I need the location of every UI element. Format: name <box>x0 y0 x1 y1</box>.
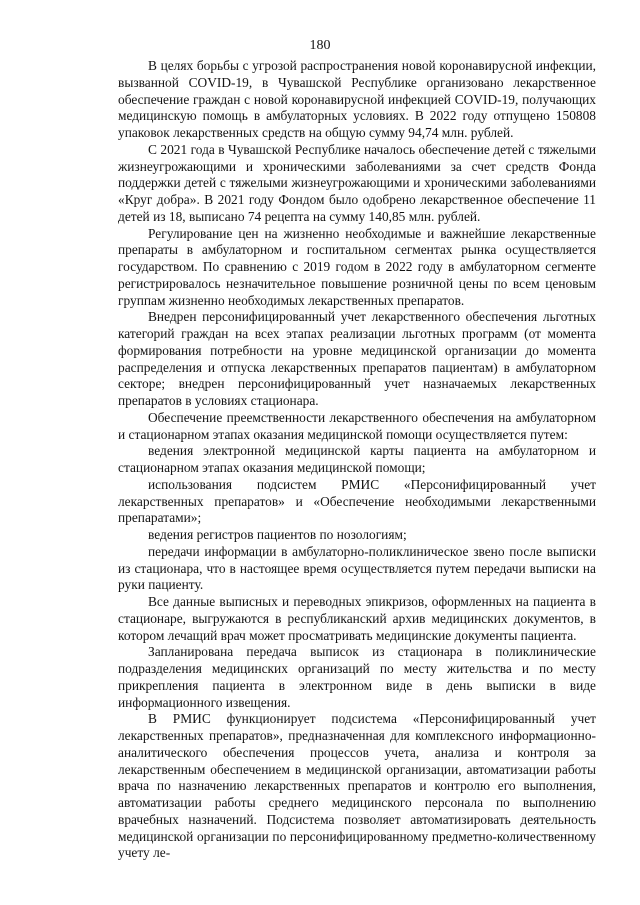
paragraph-archive: Все данные выписных и переводных эпикризов, оформленных на пациента в стационаре, выгружаются в республиканский архив медицинских документов, в котором лечащий врач может просматривать медицинские документы пациента. <box>118 594 596 643</box>
paragraph-rmis-subsystem: В РМИС функционирует подсистема «Персонифицированный учет лекарственных препаратов», предназначенная для комплексного информационно-аналитического обеспечения процессов учета, анализа и контроля за лекарственным обеспечением в медицинской организации, автоматизации работы врача по назначению лекарственных препаратов и контролю его выполнения, автоматизации работы среднего медицинского персонала по выполнению врачебных назначений. Подсистема позволяет автоматизировать деятельность медицинской организации по персонифицированному предметно-количественному учету ле- <box>118 711 596 861</box>
list-item-registers: ведения регистров пациентов по нозологиям; <box>148 527 407 542</box>
list-item-discharge-transfer: передачи информации в амбулаторно-поликлиническое звено после выписки из стационара, что в настоящее время осуществляется путем передачи выписки на руки пациенту. <box>118 543 596 593</box>
paragraph-children-fund: С 2021 года в Чувашской Республике началось обеспечение детей с тяжелыми жизнеугрожающими и хроническими заболеваниями за счет средств Фонда поддержки детей с тяжелыми жизнеугрожающими и хроническими заболеваниями «Круг добра». В 2021 году Фондом было одобрено лекарственное обеспечение 11 детей из 18, выписано 74 рецепта на сумму 140,85 млн. рублей. <box>118 141 596 224</box>
paragraph-price-regulation: Регулирование цен на жизненно необходимые и важнейшие лекарственные препараты в амбулаторном и госпитальном сегментах рынка осуществляется государством. По сравнению с 2019 годом в 2022 году в амбулаторном сегменте регистрировалось незначительное повышение розничной цены по всем ценовым группам жизненно необходимых лекарственных препаратов. <box>118 225 596 308</box>
paragraph-covid-supply: В целях борьбы с угрозой распространения новой коронавирусной инфекции, вызванной COVID-19, в Чувашской Республике организовано лекарственное обеспечение граждан с новой коронавирусной инфекцией COVID-19, получающих медицинскую помощь в амбулаторных условиях. В 2022 году отпущено 150808 упаковок лекарственных средств на общую сумму 94,74 млн. рублей. <box>118 58 596 140</box>
paragraph-continuity-intro: Обеспечение преемственности лекарственного обеспечения на амбулаторном и стационарном этапах оказания медицинской помощи осуществляется путем: <box>118 409 596 442</box>
paragraph-personified-accounting: Внедрен персонифицированный учет лекарственного обеспечения льготных категорий граждан на всех этапах реализации льготных программ (от момента формирования потребности на уровне медицинской организации до момента распределения и отпуска лекарственных препаратов пациентам) в амбулаторном секторе; внедрен персонифицированный учет назначаемых лекарственных препаратов в условиях стационара. <box>118 309 596 408</box>
page-number: 180 <box>309 38 331 53</box>
paragraph-planned-transfer: Запланирована передача выписок из стационара в поликлинические подразделения медицинских организаций по месту жительства и по месту прикрепления пациента в электронном виде в день выписки в виде информационного извещения. <box>118 644 596 710</box>
list-item-rmis-subsystems: использования подсистем РМИС «Персонифицированный учет лекарственных препаратов» и «Обеспечение необходимыми лекарственными препаратами»; <box>118 476 596 526</box>
list-item-emr: ведения электронной медицинской карты пациента на амбулаторном и стационарном этапах оказания медицинской помощи; <box>118 443 596 475</box>
body-text <box>118 58 596 862</box>
